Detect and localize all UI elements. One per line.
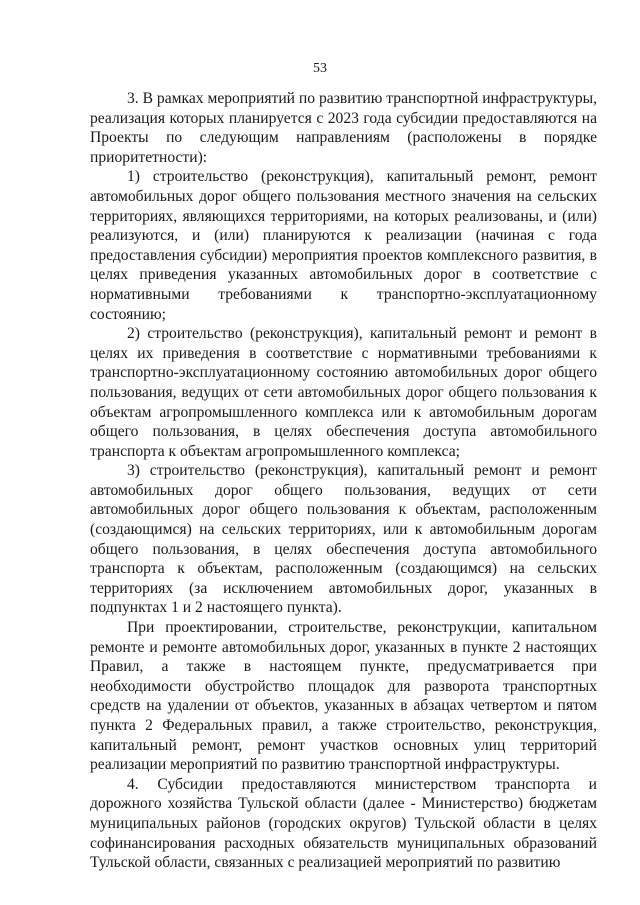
paragraph-subpoint-2: 2) строительство (реконструкция), капитальный ремонт и ремонт в целях их приведения в соответствие с нормативными требованиями к транспортно-эксплуатационному состоянию автомобильных дорог общего пользования, ведущих от сети автомобильных дорог общего пользования к объектам агропромышленного комплекса или к автомобильным дорогам общего пользования, в целях обеспечения доступа автомобильного транспорта к объектам агропромышленного комплекса; [90,325,597,460]
document-body [90,89,597,873]
paragraph-point-3: 3. В рамках мероприятий по развитию транспортной инфраструктуры, реализация которых планируется с 2023 года субсидии предоставляются на Проекты по следующим направлениям (расположены в порядке приоритетности): [90,90,597,166]
paragraph-point-4: 4. Субсидии предоставляются министерством транспорта и дорожного хозяйства Тульской области (далее - Министерство) бюджетам муниципальных районов (городских округов) Тульской области в целях софинансирования расходных обязательств муниципальных образований Тульской области, связанных с реализацией мероприятий по развитию [90,775,597,872]
paragraph-subpoint-3: 3) строительство (реконструкция), капитальный ремонт и ремонт автомобильных дорог общего пользования, ведущих от сети автомобильных дорог общего пользования к объектам, расположенным (создающимся) на сельских территориях, или к автомобильным дорогам общего пользования, в целях обеспечения доступа автомобильного транспорта к объектам, расположенным (создающимся) на сельских территориях (за исключением автомобильных дорог, указанных в подпунктах 1 и 2 настоящего пункта). [90,462,597,617]
paragraph-subpoint-1: 1) строительство (реконструкция), капитальный ремонт, ремонт автомобильных дорог общего пользования местного значения на сельских территориях, являющихся территориями, на которых реализованы, и (или) реализуются, и (или) планируются к реализации (начиная с года предоставления субсидии) мероприятия проектов комплексного развития, в целях приведения указанных автомобильных дорог в соответствие с нормативными требованиями к транспортно-эксплуатационному состоянию; [90,168,597,323]
page-number: 53 [313,61,327,76]
paragraph-design-note: При проектировании, строительстве, реконструкции, капитальном ремонте и ремонте автомобильных дорог, указанных в пункте 2 настоящих Правил, а также в настоящем пункте, предусматривается при необходимости обустройство площадок для разворота транспортных средств на удалении от объектов, указанных в абзацах четвертом и пятом пункта 2 Федеральных правил, а также строительство, реконструкция, капитальный ремонт, ремонт участков основных улиц территорий реализации мероприятий по развитию транспортной инфраструктуры. [90,619,597,774]
